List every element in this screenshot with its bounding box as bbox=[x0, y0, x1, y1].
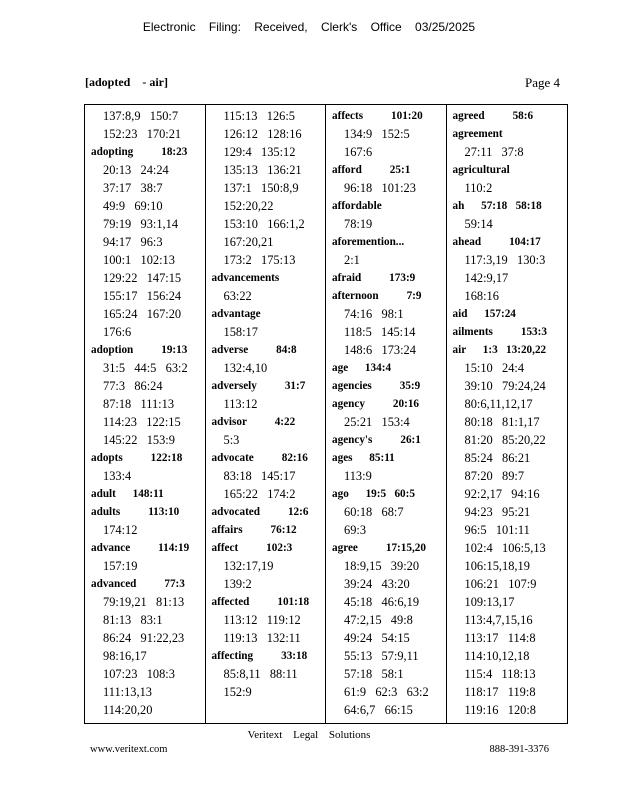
index-entry-word: ages 85:11 bbox=[332, 452, 395, 464]
index-page-refs: 167:20,21 bbox=[223, 235, 274, 249]
index-entry-word: adopting 18:23 bbox=[91, 146, 188, 158]
index-entry-word: affordable bbox=[332, 200, 382, 212]
index-entry-word: agency's 26:1 bbox=[332, 434, 421, 446]
page-number: Page 4 bbox=[524, 75, 560, 90]
index-entry-word: affect 102:3 bbox=[211, 542, 293, 554]
index-entry-word: advanced 77:3 bbox=[91, 578, 185, 590]
index-page-refs: 152:20,22 bbox=[223, 199, 274, 213]
index-entry-word: advance 114:19 bbox=[91, 542, 190, 554]
index-page-refs: 25:21 153:4 bbox=[344, 415, 410, 429]
index-entry-word: afraid 173:9 bbox=[332, 272, 416, 284]
word-index-table bbox=[84, 104, 568, 724]
index-entry-word: aforemention... bbox=[332, 236, 405, 248]
index-page-refs: 100:1 102:13 bbox=[103, 253, 175, 267]
index-page-refs: 69:3 bbox=[344, 523, 367, 537]
index-page-refs: 132:17,19 bbox=[223, 559, 274, 573]
index-page-refs: 173:2 175:13 bbox=[223, 253, 296, 267]
index-entry-word: affairs 76:12 bbox=[211, 524, 297, 536]
index-page-refs: 81:20 85:20,22 bbox=[464, 433, 546, 447]
index-entry-word: agency 20:16 bbox=[332, 398, 420, 410]
index-page-refs: 78:19 bbox=[344, 217, 373, 231]
index-page-refs: 45:18 46:6,19 bbox=[344, 595, 420, 609]
index-page-refs: 98:16,17 bbox=[103, 649, 147, 663]
index-page-refs: 142:9,17 bbox=[464, 271, 509, 285]
index-page-refs: 102:4 106:5,13 bbox=[464, 541, 546, 555]
index-page-refs: 113:17 114:8 bbox=[464, 631, 536, 645]
index-page-refs: 18:9,15 39:20 bbox=[344, 559, 420, 573]
index-page-refs: 2:1 bbox=[344, 253, 360, 267]
index-entry-word: adversely 31:7 bbox=[211, 380, 306, 392]
index-page-refs: 55:13 57:9,11 bbox=[344, 649, 419, 663]
index-entry-word: adults 113:10 bbox=[91, 506, 180, 518]
index-entry-word: adult 148:11 bbox=[91, 488, 164, 500]
index-page-refs: 31:5 44:5 63:2 bbox=[103, 361, 188, 375]
index-page-refs: 139:2 bbox=[223, 577, 252, 591]
index-entry-word: ailments 153:3 bbox=[452, 326, 547, 338]
index-page-refs: 85:8,11 88:11 bbox=[223, 667, 298, 681]
index-column-2 bbox=[206, 105, 327, 723]
index-page-refs: 129:22 147:15 bbox=[103, 271, 182, 285]
index-page-refs: 27:11 37:8 bbox=[464, 145, 524, 159]
index-entry-word: agencies 35:9 bbox=[332, 380, 421, 392]
index-page-refs: 5:3 bbox=[223, 433, 240, 447]
index-page-refs: 119:16 120:8 bbox=[464, 703, 536, 717]
index-entry-word: ah 57:18 58:18 bbox=[452, 200, 542, 212]
index-page-refs: 106:15,18,19 bbox=[464, 559, 530, 573]
index-page-refs: 113:12 bbox=[223, 397, 258, 411]
filing-stamp: Electronic Filing: Received, Clerk's Office 03/25/2025 bbox=[142, 20, 476, 34]
index-entry-word: adverse 84:8 bbox=[211, 344, 297, 356]
index-page-refs: 117:3,19 130:3 bbox=[464, 253, 546, 267]
index-entry-word: affected 101:18 bbox=[211, 596, 310, 608]
index-page-refs: 77:3 86:24 bbox=[103, 379, 163, 393]
index-page-refs: 115:13 126:5 bbox=[223, 109, 295, 123]
index-page-refs: 174:12 bbox=[103, 523, 138, 537]
index-page-refs: 85:24 86:21 bbox=[464, 451, 531, 465]
index-range-label: [adopted - air] bbox=[85, 75, 168, 89]
index-page-refs: 118:17 119:8 bbox=[464, 685, 536, 699]
index-entry-word: adopts 122:18 bbox=[91, 452, 183, 464]
index-entry-word: agreed 58:6 bbox=[452, 110, 534, 122]
index-page-refs: 113:12 119:12 bbox=[223, 613, 301, 627]
index-entry-word: age 134:4 bbox=[332, 362, 392, 374]
index-page-refs: 92:2,17 94:16 bbox=[464, 487, 540, 501]
index-column-3 bbox=[326, 105, 447, 723]
index-entry-word: adoption 19:13 bbox=[91, 344, 188, 356]
index-page-refs: 61:9 62:3 63:2 bbox=[344, 685, 429, 699]
index-page-refs: 153:10 166:1,2 bbox=[223, 217, 305, 231]
index-page-refs: 168:16 bbox=[464, 289, 499, 303]
index-page-refs: 87:18 111:13 bbox=[103, 397, 175, 411]
index-column-1 bbox=[85, 105, 206, 723]
index-page-refs: 20:13 24:24 bbox=[103, 163, 169, 177]
index-page-refs: 158:17 bbox=[223, 325, 258, 339]
index-page-refs: 118:5 145:14 bbox=[344, 325, 416, 339]
index-page-refs: 94:17 96:3 bbox=[103, 235, 163, 249]
index-page-refs: 39:24 43:20 bbox=[344, 577, 410, 591]
index-entry-word: affects 101:20 bbox=[332, 110, 423, 122]
index-page-refs: 96:18 101:23 bbox=[344, 181, 416, 195]
index-page-refs: 110:2 bbox=[464, 181, 493, 195]
index-page-refs: 167:6 bbox=[344, 145, 373, 159]
index-page-refs: 86:24 91:22,23 bbox=[103, 631, 185, 645]
index-page-refs: 155:17 156:24 bbox=[103, 289, 182, 303]
index-page-refs: 107:23 108:3 bbox=[103, 667, 175, 681]
index-entry-word: agreement bbox=[452, 128, 503, 140]
index-page-refs: 113:4,7,15,16 bbox=[464, 613, 533, 627]
index-page-refs: 59:14 bbox=[464, 217, 493, 231]
index-entry-word: advocated 12:6 bbox=[211, 506, 309, 518]
index-page-refs: 79:19,21 81:13 bbox=[103, 595, 185, 609]
index-page-refs: 133:4 bbox=[103, 469, 132, 483]
footer-phone: 888-391-3376 bbox=[489, 744, 549, 755]
index-entry-word: ahead 104:17 bbox=[452, 236, 541, 248]
index-entry-word: afternoon 7:9 bbox=[332, 290, 422, 302]
index-page-refs: 81:13 83:1 bbox=[103, 613, 163, 627]
index-page-refs: 114:20,20 bbox=[103, 703, 153, 717]
index-page-refs: 79:19 93:1,14 bbox=[103, 217, 179, 231]
index-entry-word: advocate 82:16 bbox=[211, 452, 308, 464]
index-entry-word: ago 19:5 60:5 bbox=[332, 488, 415, 500]
index-entry-word: advantage bbox=[211, 308, 261, 320]
index-page-refs: 129:4 135:12 bbox=[223, 145, 296, 159]
index-entry-word: aid 157:24 bbox=[452, 308, 516, 320]
index-entry-word: affecting 33:18 bbox=[211, 650, 308, 662]
index-page-refs: 152:9 bbox=[223, 685, 252, 699]
index-page-refs: 115:4 118:13 bbox=[464, 667, 536, 681]
index-entry-word: advisor 4:22 bbox=[211, 416, 296, 428]
index-column-4 bbox=[447, 105, 568, 723]
index-page-refs: 176:6 bbox=[103, 325, 132, 339]
index-page-refs: 87:20 89:7 bbox=[464, 469, 525, 483]
index-page-refs: 80:18 81:1,17 bbox=[464, 415, 540, 429]
index-entry-word: agree 17:15,20 bbox=[332, 542, 426, 554]
index-page-refs: 64:6,7 66:15 bbox=[344, 703, 413, 717]
index-entry-word: afford 25:1 bbox=[332, 164, 411, 176]
index-page-refs: 39:10 79:24,24 bbox=[464, 379, 546, 393]
index-page-refs: 49:24 54:15 bbox=[344, 631, 410, 645]
footer-company: Veritext Legal Solutions bbox=[247, 729, 371, 741]
index-page-refs: 119:13 132:11 bbox=[223, 631, 301, 645]
index-page-refs: 96:5 101:11 bbox=[464, 523, 530, 537]
index-entry-word: agricultural bbox=[452, 164, 510, 176]
index-page-refs: 94:23 95:21 bbox=[464, 505, 531, 519]
index-page-refs: 15:10 24:4 bbox=[464, 361, 525, 375]
index-page-refs: 57:18 58:1 bbox=[344, 667, 404, 681]
index-page-refs: 152:23 170:21 bbox=[103, 127, 182, 141]
index-page-refs: 157:19 bbox=[103, 559, 138, 573]
index-page-refs: 137:1 150:8,9 bbox=[223, 181, 299, 195]
index-page-refs: 80:6,11,12,17 bbox=[464, 397, 533, 411]
index-entry-word: advancements bbox=[211, 272, 280, 284]
index-entry-word: air 1:3 13:20,22 bbox=[452, 344, 547, 356]
index-page-refs: 49:9 69:10 bbox=[103, 199, 163, 213]
index-page-refs: 126:12 128:16 bbox=[223, 127, 302, 141]
index-page-refs: 135:13 136:21 bbox=[223, 163, 302, 177]
index-page-refs: 47:2,15 49:8 bbox=[344, 613, 413, 627]
footer-website: www.veritext.com bbox=[90, 744, 168, 755]
index-page-refs: 114:10,12,18 bbox=[464, 649, 530, 663]
index-page-refs: 60:18 68:7 bbox=[344, 505, 404, 519]
index-page-refs: 74:16 98:1 bbox=[344, 307, 404, 321]
index-page-refs: 145:22 153:9 bbox=[103, 433, 175, 447]
index-page-refs: 132:4,10 bbox=[223, 361, 268, 375]
index-page-refs: 109:13,17 bbox=[464, 595, 515, 609]
index-page-refs: 148:6 173:24 bbox=[344, 343, 416, 357]
index-page-refs: 137:8,9 150:7 bbox=[103, 109, 179, 123]
index-page-refs: 106:21 107:9 bbox=[464, 577, 537, 591]
index-page-refs: 111:13,13 bbox=[103, 685, 152, 699]
index-page-refs: 63:22 bbox=[223, 289, 252, 303]
index-page-refs: 37:17 38:7 bbox=[103, 181, 163, 195]
index-page-refs: 113:9 bbox=[344, 469, 372, 483]
index-page-refs: 83:18 145:17 bbox=[223, 469, 296, 483]
index-page-refs: 134:9 152:5 bbox=[344, 127, 410, 141]
index-page-refs: 114:23 122:15 bbox=[103, 415, 181, 429]
index-page-refs: 165:24 167:20 bbox=[103, 307, 182, 321]
index-page-refs: 165:22 174:2 bbox=[223, 487, 296, 501]
